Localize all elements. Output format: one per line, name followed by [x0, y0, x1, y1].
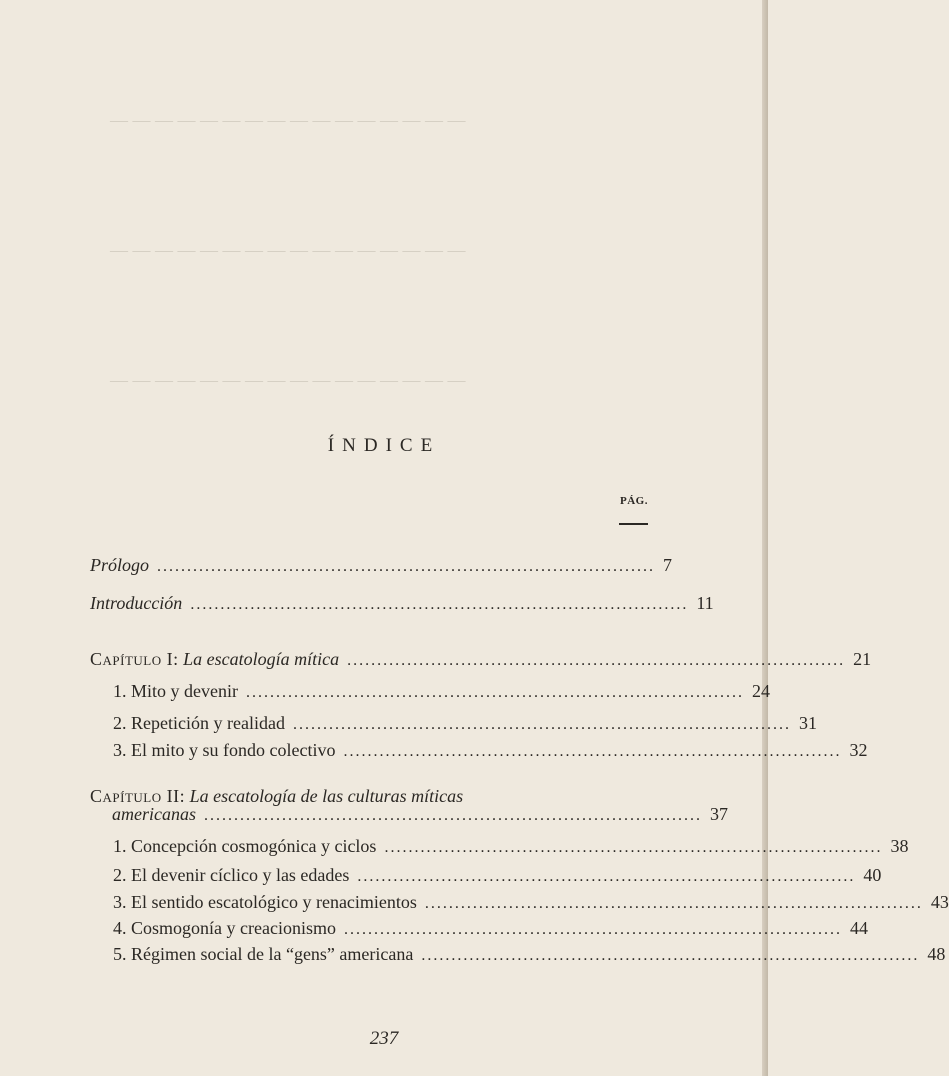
- toc-entry-introduccion[interactable]: [90, 593, 714, 617]
- leader-dots: ...................................................................................: [190, 596, 689, 613]
- chapter-page: 21: [853, 649, 872, 669]
- entry-label: Introducción: [90, 593, 183, 613]
- leader-dots: ...................................................................................: [343, 743, 842, 760]
- section-page: 24: [751, 681, 770, 701]
- leader-dots: ...................................................................................: [204, 807, 702, 824]
- leader-dots: ...................................................................................: [384, 839, 883, 856]
- toc-chapter-1[interactable]: [90, 649, 872, 673]
- chapter-prefix: Capítulo I:: [90, 649, 179, 669]
- section-page: 31: [798, 713, 817, 733]
- toc-section[interactable]: [113, 740, 868, 764]
- chapter-prefix: Capítulo II:: [90, 786, 186, 806]
- section-page: 40: [863, 865, 882, 885]
- page-column-rule: [619, 523, 648, 525]
- leader-dots: ...................................................................................: [157, 558, 656, 575]
- show-through-text: — — — — — — — — — — — — — — — —: [110, 240, 466, 260]
- chapter-page: 37: [710, 804, 728, 824]
- page-number: 237: [369, 1028, 399, 1049]
- chapter-title: La escatología mítica: [183, 649, 340, 669]
- toc-section[interactable]: [113, 944, 946, 968]
- section-label: 3. El sentido escatológico y renacimientos: [113, 892, 417, 912]
- toc-section[interactable]: [113, 918, 868, 942]
- section-label: 1. Mito y devenir: [113, 681, 238, 701]
- leader-dots: ...................................................................................: [424, 895, 923, 912]
- leader-dots: ...................................................................................: [343, 921, 842, 938]
- entry-page: 11: [696, 593, 714, 613]
- section-page: 44: [849, 918, 868, 938]
- leader-dots: ...................................................................................: [357, 868, 856, 885]
- section-label: 1. Concepción cosmogónica y ciclos: [113, 836, 377, 856]
- toc-section[interactable]: [113, 865, 882, 889]
- section-page: 38: [890, 836, 909, 856]
- entry-page: 7: [663, 555, 673, 575]
- chapter-title-line2: americanas: [112, 804, 196, 824]
- section-page: 32: [849, 740, 868, 760]
- section-page: 48: [927, 944, 946, 964]
- leader-dots: ...................................................................................: [245, 684, 744, 701]
- index-title: ÍNDICE: [327, 435, 441, 456]
- section-label: 3. El mito y su fondo colectivo: [113, 740, 336, 760]
- section-label: 4. Cosmogonía y creacionismo: [113, 918, 336, 938]
- section-page: 43: [930, 892, 949, 912]
- toc-section[interactable]: [113, 836, 909, 860]
- chapter-title-line1: La escatología de las culturas míticas: [189, 786, 464, 806]
- leader-dots: ...................................................................................: [292, 716, 791, 733]
- show-through-text: — — — — — — — — — — — — — — — —: [110, 370, 466, 390]
- page-edge: [762, 0, 768, 1076]
- toc-entry-prologo[interactable]: [90, 555, 673, 579]
- section-label: 5. Régimen social de la “gens” americana: [113, 944, 414, 964]
- section-label: 2. Repetición y realidad: [113, 713, 285, 733]
- show-through-text: — — — — — — — — — — — — — — — —: [110, 110, 466, 130]
- entry-label: Prólogo: [90, 555, 150, 575]
- toc-chapter-2[interactable]: [112, 804, 728, 828]
- leader-dots: ...................................................................................: [421, 947, 920, 964]
- leader-dots: ...................................................................................: [347, 652, 846, 669]
- toc-section[interactable]: [113, 713, 817, 737]
- section-label: 2. El devenir cíclico y las edades: [113, 865, 350, 885]
- toc-section[interactable]: [113, 892, 949, 916]
- toc-section[interactable]: [113, 681, 770, 705]
- page-column-label: PÁG.: [620, 495, 648, 507]
